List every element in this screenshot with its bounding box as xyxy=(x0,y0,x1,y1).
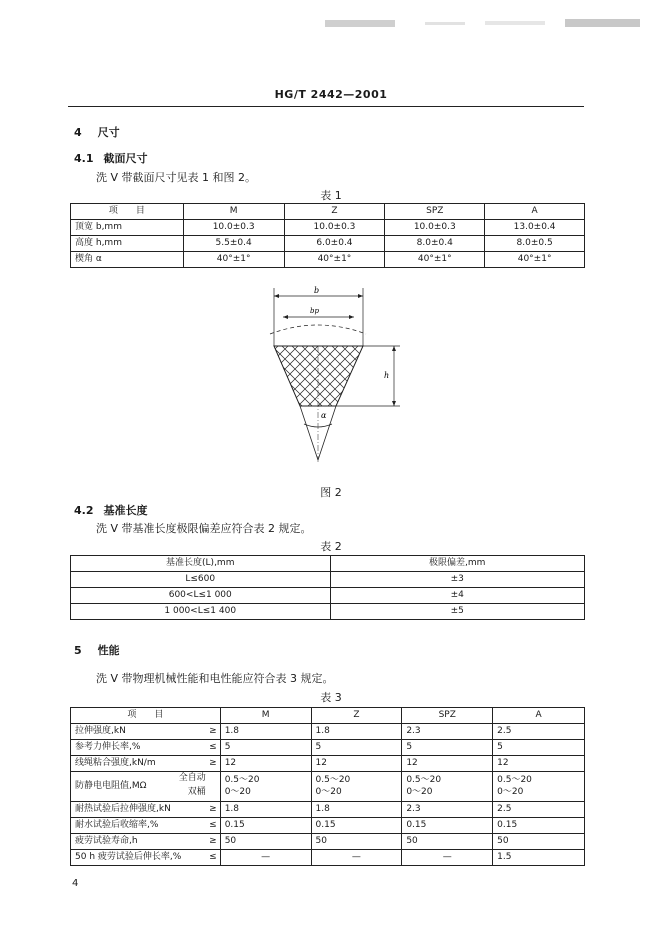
table-row xyxy=(71,756,585,772)
table-cell: 8.0±0.5 xyxy=(485,236,585,252)
apex-line xyxy=(300,406,318,460)
table-cell: 50 xyxy=(493,834,585,850)
table-cell: 5 xyxy=(220,740,311,756)
table-row xyxy=(71,834,585,850)
page-number: 4 xyxy=(72,878,79,889)
label-b: b xyxy=(314,286,320,295)
table-cell: 1.8 xyxy=(311,802,402,818)
table-cell: 高度 h,mm xyxy=(71,236,184,252)
table-cell: 耐水试验后收缩率,% ≤ xyxy=(71,818,221,834)
table-3-header: M xyxy=(220,708,311,724)
table-cell: 楔角 α xyxy=(71,252,184,268)
table-cell: — xyxy=(220,850,311,866)
table-cell: 5 xyxy=(311,740,402,756)
table-cell: 6.0±0.4 xyxy=(284,236,385,252)
table-cell: 10.0±0.3 xyxy=(183,220,284,236)
table-cell: 10.0±0.3 xyxy=(385,220,485,236)
table-cell: 50 h 疲劳试验后伸长率,% ≤ xyxy=(71,850,221,866)
table-cell: 0.5～20 0～20 xyxy=(402,772,493,802)
section-4-2-heading: 4.2 基准长度 xyxy=(74,504,148,517)
section-5-heading: 5 性能 xyxy=(74,644,120,657)
table-2 xyxy=(70,555,585,620)
belt-section-figure xyxy=(250,284,420,470)
table-cell: 600<L≤1 000 xyxy=(71,588,331,604)
table-cell: 13.0±0.4 xyxy=(485,220,585,236)
table-cell: 12 xyxy=(493,756,585,772)
table-cell: 顶宽 b,mm xyxy=(71,220,184,236)
table-cell: 疲劳试验寿命,h ≥ xyxy=(71,834,221,850)
table-3-header: A xyxy=(493,708,585,724)
table-cell: 5 xyxy=(402,740,493,756)
table-cell: 1.8 xyxy=(220,724,311,740)
table-1-header: 项 目 xyxy=(71,204,184,220)
label-bp: bp xyxy=(310,307,319,315)
table-1-header: Z xyxy=(284,204,385,220)
table-row xyxy=(71,252,585,268)
table-cell: — xyxy=(402,850,493,866)
table-cell: 8.0±0.4 xyxy=(385,236,485,252)
table-cell: 40°±1° xyxy=(183,252,284,268)
label-alpha: α xyxy=(321,411,327,420)
label-h: h xyxy=(384,371,390,380)
table-cell: 1.8 xyxy=(220,802,311,818)
table-row xyxy=(71,740,585,756)
belt-section xyxy=(274,346,363,406)
table-cell: 参考力伸长率,% ≤ xyxy=(71,740,221,756)
table-3-header: Z xyxy=(311,708,402,724)
table-cell: 2.5 xyxy=(493,802,585,818)
table-1-header: A xyxy=(485,204,585,220)
table-3 xyxy=(70,707,585,866)
header-rule xyxy=(68,106,584,107)
table-row xyxy=(71,818,585,834)
table-cell: 防静电电阻值,MΩ 全自动 双桶 xyxy=(71,772,221,802)
table-cell: 1.5 xyxy=(493,850,585,866)
table-cell: — xyxy=(311,850,402,866)
table-cell: 50 xyxy=(402,834,493,850)
table-cell: 1.8 xyxy=(311,724,402,740)
table-cell: 12 xyxy=(311,756,402,772)
figure-2-caption: 图 2 xyxy=(320,486,342,499)
table-2-header: 极限偏差,mm xyxy=(330,556,585,572)
table-1 xyxy=(70,203,585,268)
table-cell: 0.15 xyxy=(402,818,493,834)
table-row xyxy=(71,572,585,588)
table-cell: 0.15 xyxy=(493,818,585,834)
table-row xyxy=(71,220,585,236)
table-row xyxy=(71,724,585,740)
table-3-caption: 表 3 xyxy=(320,691,342,704)
table-cell: 12 xyxy=(402,756,493,772)
table-2-header-row xyxy=(71,556,585,572)
table-row xyxy=(71,604,585,620)
table-cell: 拉伸强度,kN ≥ xyxy=(71,724,221,740)
document-header: HG/T 2442—2001 xyxy=(274,88,388,101)
table-cell: 0.15 xyxy=(220,818,311,834)
table-cell: 1 000<L≤1 400 xyxy=(71,604,331,620)
table-1-header: SPZ xyxy=(385,204,485,220)
table-cell: 耐热试验后拉伸强度,kN ≥ xyxy=(71,802,221,818)
table-cell: 40°±1° xyxy=(485,252,585,268)
table-2-header: 基准长度(L),mm xyxy=(71,556,331,572)
table-row xyxy=(71,802,585,818)
table-cell: 0.5～20 0～20 xyxy=(311,772,402,802)
table-cell: 10.0±0.3 xyxy=(284,220,385,236)
pitch-arc xyxy=(270,325,366,334)
table-cell: 12 xyxy=(220,756,311,772)
table-3-header-row xyxy=(71,708,585,724)
table-cell: 40°±1° xyxy=(284,252,385,268)
table-cell: ±5 xyxy=(330,604,585,620)
table-cell: 50 xyxy=(220,834,311,850)
table-1-caption: 表 1 xyxy=(320,189,342,202)
table-cell: 0.5～20 0～20 xyxy=(493,772,585,802)
table-cell: ±4 xyxy=(330,588,585,604)
table-cell: 5 xyxy=(493,740,585,756)
table-3-header: 项 目 xyxy=(71,708,221,724)
table-cell: 0.15 xyxy=(311,818,402,834)
table-1-header-row xyxy=(71,204,585,220)
table-1-header: M xyxy=(183,204,284,220)
table-cell: 2.3 xyxy=(402,724,493,740)
section-4-2-text: 洗 V 带基准长度极限偏差应符合表 2 规定。 xyxy=(96,522,312,535)
section-4-heading: 4 尺寸 xyxy=(74,126,120,139)
section-5-text: 洗 V 带物理机械性能和电性能应符合表 3 规定。 xyxy=(96,672,334,685)
table-row xyxy=(71,588,585,604)
section-4-1-text: 洗 V 带截面尺寸见表 1 和图 2。 xyxy=(96,171,257,184)
table-row xyxy=(71,772,585,802)
table-cell: 50 xyxy=(311,834,402,850)
table-cell: 5.5±0.4 xyxy=(183,236,284,252)
table-cell: 2.3 xyxy=(402,802,493,818)
scan-artifact xyxy=(325,14,645,26)
table-cell: 2.5 xyxy=(493,724,585,740)
table-cell: L≤600 xyxy=(71,572,331,588)
table-cell: 0.5～20 0～20 xyxy=(220,772,311,802)
table-3-header: SPZ xyxy=(402,708,493,724)
table-cell: 40°±1° xyxy=(385,252,485,268)
section-4-1-heading: 4.1 截面尺寸 xyxy=(74,152,148,165)
table-2-caption: 表 2 xyxy=(320,540,342,553)
table-row xyxy=(71,850,585,866)
table-row xyxy=(71,236,585,252)
table-cell: ±3 xyxy=(330,572,585,588)
table-cell: 线绳粘合强度,kN/m ≥ xyxy=(71,756,221,772)
